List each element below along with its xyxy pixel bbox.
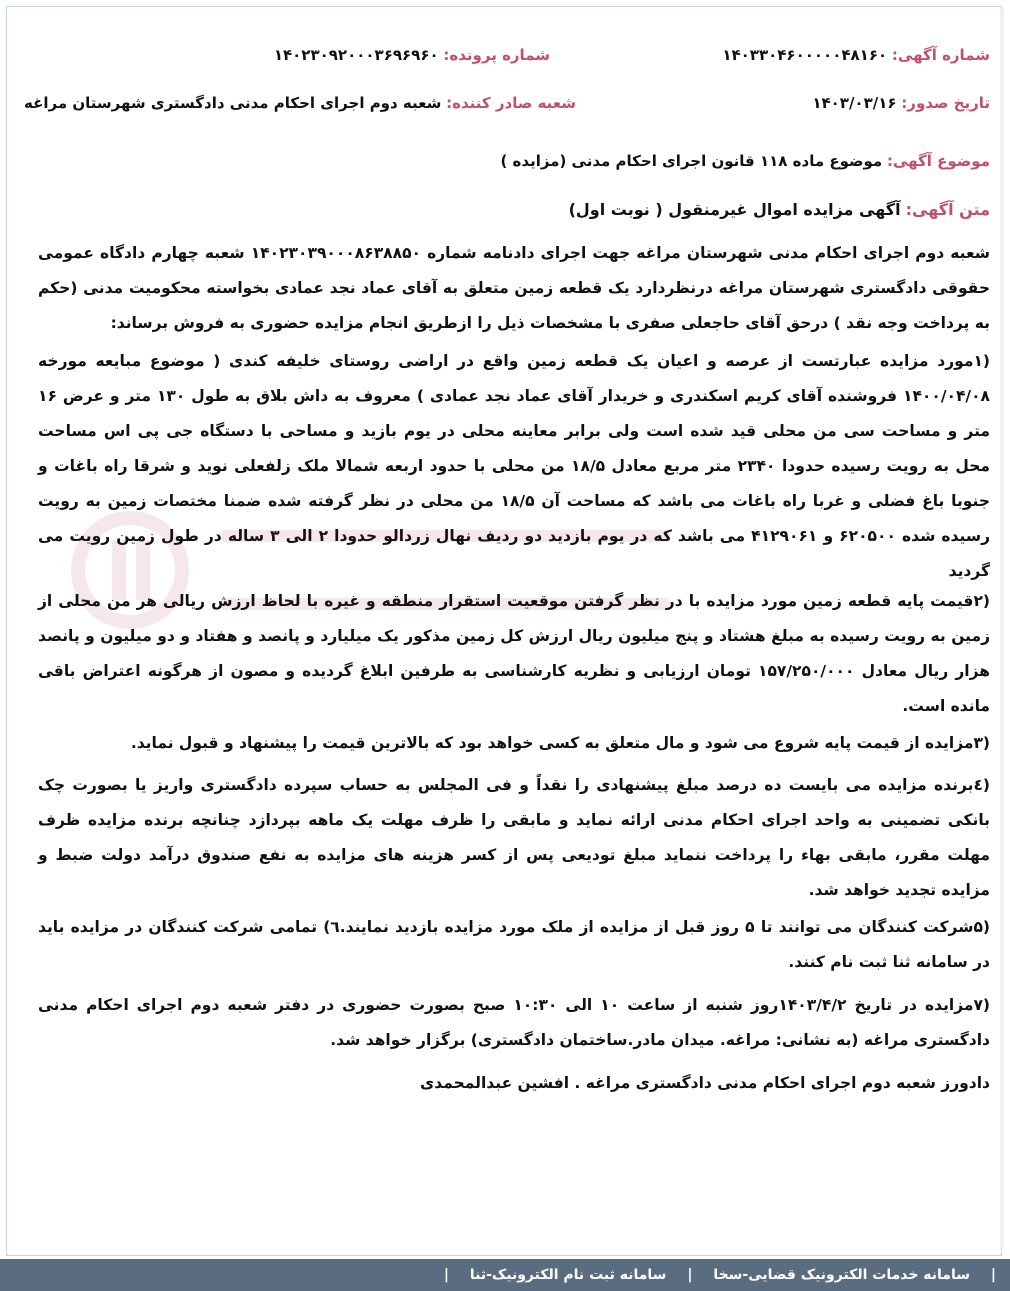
- notice-subject: [500, 152, 990, 170]
- issue-date-label: تاریخ صدور:: [901, 94, 990, 112]
- case-number: [274, 46, 550, 64]
- item-2-paragraph: (۲قیمت پایه قطعه زمین مورد مزایده با در نظر گرفتن موقعیت استقرار منطقه و غیره با لحاظ ارزش ریالی هر من محلی از زمین به رویت رسیده به مبلغ هشتاد و پنج میلیون ریال ارزش کل زمین مذکور یک میلیارد و پانصد و هفتاد و دو میلیون و پانصد هزار ریال معادل ۱۵۷/۲۵۰/۰۰۰ تومان ارزیابی و نظریه کارشناسی به طرفین ابلاغ گردیده و مصون از هرگونه اعتراض باقی مانده است.: [38, 592, 990, 715]
- signature-line: دادورز شعبه دوم اجرای احکام مدنی دادگستری مراغه . افشین عبدالمحمدی: [420, 1074, 990, 1092]
- subject-value: موضوع ماده ۱۱۸ قانون اجرای احکام مدنی (مزایده ): [500, 152, 883, 170]
- issue-date: [812, 94, 990, 112]
- footer-sep-right: |: [990, 1267, 996, 1283]
- footer-sep-left: |: [443, 1267, 449, 1283]
- vertical-scrollbar[interactable]: [1000, 8, 1004, 1248]
- notice-text-heading: [569, 200, 990, 219]
- intro-paragraph: شعبه دوم اجرای احکام مدنی شهرستان مراغه جهت اجرای دادنامه شماره ۱۴۰۲۳۰۳۹۰۰۰۸۶۳۸۸۵۰ شعبه چهارم دادگاه عمومی حقوقی دادگستری شهرستان مراغه درنظردارد یک قطعه زمین متعلق به آقای عماد نجد عمادی بخواسته محکومیت مدنی (حکم به پرداخت وجه نقد ) درحق آقای حاجعلی صفری با مشخصات ذیل را ازطریق انجام مزایده حضوری به فروش برساند:: [38, 244, 990, 332]
- item-5-paragraph: (۵شرکت کنندگان می توانند تا ۵ روز قبل از مزایده از ملک مورد مزایده بازدید نمایند.٦) تمامی شرکت کنندگان در مزایده باید در سامانه ثنا ثبت نام کنند.: [38, 918, 991, 971]
- notice-number: [722, 46, 990, 64]
- case-number-value: ۱۴۰۲۳۰۹۲۰۰۰۳۶۹۶۹۶۰: [273, 46, 439, 64]
- text-title: آگهی مزایده اموال غیرمنقول ( نوبت اول): [568, 200, 901, 219]
- notice-number-value: ۱۴۰۳۳۰۴۶۰۰۰۰۰۴۸۱۶۰: [722, 46, 888, 64]
- footer-bar: [0, 1259, 1010, 1291]
- issue-date-value: ۱۴۰۳/۰۳/۱۶: [812, 94, 897, 112]
- footer-link-sakha[interactable]: سامانه خدمات الکترونیک قضایی-سخا: [713, 1267, 970, 1283]
- issuing-branch-label: شعبه صادر کننده:: [446, 94, 576, 112]
- footer-link-sana[interactable]: سامانه ثبت نام الکترونیک-ثنا: [469, 1267, 667, 1283]
- issuing-branch: [24, 94, 576, 112]
- item-4-paragraph: (٤برنده مزایده می بایست ده درصد مبلغ پیشنهادی را نقداً و فی المجلس به حساب سپرده دادگستری واریز یا بصورت چک بانکی تضمینی به واحد اجرای احکام مدنی ارائه نماید و مابقی را ظرف مهلت یک ماهه بپردازد چنانچه برنده مزایده ظرف مهلت مقرر، مابقی بهاء را پرداخت ننماید مبلغ تودیعی پس از کسر هزینه های مزایده به نفع صندوق درآمد دولت ضبط و مزایده تجدید خواهد شد.: [38, 776, 990, 899]
- subject-label: موضوع آگهی:: [886, 152, 990, 170]
- item-3-paragraph: (۳مزایده از قیمت پایه شروع می شود و مال متعلق به کسی خواهد بود که بالاترین قیمت را پیشنهاد و قبول نماید.: [130, 734, 990, 752]
- notice-number-label: شماره آگهی:: [891, 46, 990, 64]
- item-7-paragraph: (۷مزایده در تاریخ ۱۴۰۳/۴/۲روز شنبه از ساعت ۱۰ الی ۱۰:۳۰ صبح بصورت حضوری در دفتر شعبه دوم اجرای احکام مدنی دادگستری مراغه (به نشانی: مراغه. میدان مادر.ساختمان دادگستری) برگزار خواهد شد.: [38, 996, 990, 1049]
- case-number-label: شماره پرونده:: [443, 46, 550, 64]
- text-label: متن آگهی:: [905, 200, 990, 219]
- item-1-paragraph: (۱مورد مزایده عبارتست از عرصه و اعیان یک قطعه زمین واقع در اراضی روستای خلیفه کندی ( موضوع مبایعه مورخه ۱۴۰۰/۰۴/۰۸ فروشنده آقای کریم اسکندری و خریدار آقای عماد نجد عمادی ) معروف به داش بلاق به طول ۱۳۰ متر و عرض ۱۶ متر و مساحت سی من محلی قید شده است ولی برابر معاینه محلی در یوم بازید و مساحی با دستگاه جی پی اس مساحت محل به رویت رسیده حدودا ۲۳۴۰ متر مربع معادل ۱۸/۵ من محلی با حدود اربعه شمالا ملک زلفعلی نوید و شرقا راه باغات و جنوبا باغ فضلی و غربا راه باغات می باشد که مساحت آن ۱۸/۵ من محلی در نظر گرفته شده ضمنا مختصات زمین به رویت رسیده شده ۶۲۰۵۰۰ و ۴۱۲۹۰۶۱ می باشد که در یوم بازدید دو ردیف نهال زردالو حدودا ۲ الی ۳ ساله در طول زمین رویت می گردید: [38, 352, 991, 580]
- footer-sep-middle: |: [687, 1267, 693, 1283]
- issuing-branch-value: شعبه دوم اجرای احکام مدنی دادگستری شهرستان مراغه: [24, 94, 442, 112]
